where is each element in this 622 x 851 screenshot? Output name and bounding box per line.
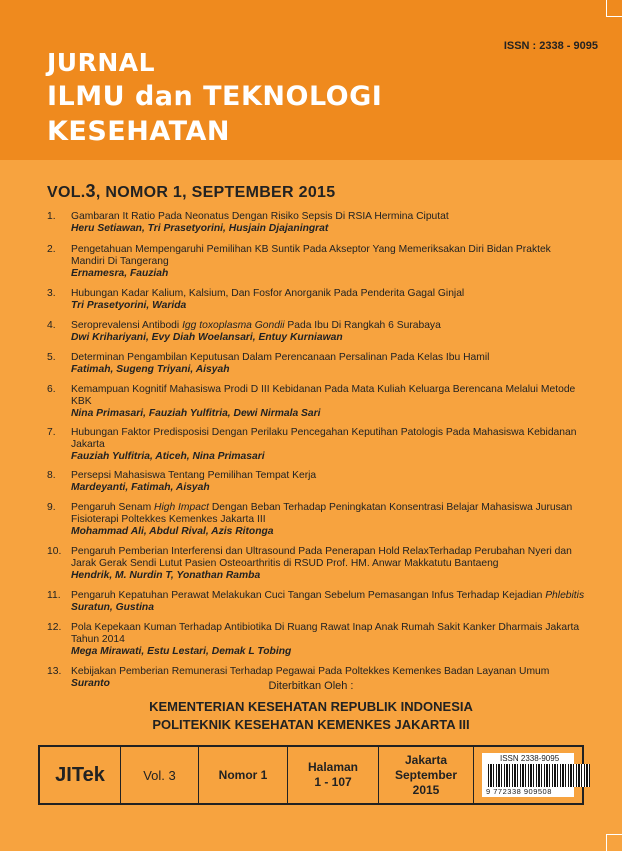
- publisher-ministry: KEMENTERIAN KESEHATAN REPUBLIK INDONESIA: [149, 699, 473, 714]
- article-title: Gambaran It Ratio Pada Neonatus Dengan Risiko Sepsis Di RSIA Hermina Ciputat: [71, 211, 449, 222]
- footer-barcode-cell: [474, 747, 582, 803]
- article-item[interactable]: [47, 502, 587, 538]
- article-title-part: Pengaruh Kepatuhan Perawat Melakukan Cuci Tangan Sebelum Pemasangan Infus Terhadap Kejadian: [71, 590, 546, 601]
- article-authors: Suratun, Gustina: [71, 602, 154, 613]
- article-authors: Ernamesra, Fauziah: [71, 268, 169, 279]
- footer-pages: [288, 747, 379, 803]
- crop-mark: [606, 16, 622, 17]
- footer-city: Jakarta: [404, 752, 448, 767]
- article-number: 5.: [47, 352, 56, 363]
- article-number: 1.: [47, 211, 56, 222]
- article-item[interactable]: [47, 427, 587, 463]
- footer-month: September: [394, 767, 458, 782]
- article-number: 13.: [47, 666, 62, 677]
- article-title: Determinan Pengambilan Keputusan Dalam Perencanaan Persalinan Pada Kelas Ibu Hamil: [71, 352, 490, 363]
- article-title-part: Dengan Beban Terhadap Peningkatan Konsentrasi Belajar Mahasiswa Jurusan Fisioterapi Poltekkes Kemenkes Jakarta III: [71, 502, 573, 525]
- article-number: 4.: [47, 320, 56, 331]
- article-title-italic: Igg toxoplasma Gondii: [182, 320, 285, 331]
- article-title: Persepsi Mahasiswa Tentang Pemilihan Tempat Kerja: [71, 470, 317, 481]
- article-title: Hubungan Kadar Kalium, Kalsium, Dan Fosfor Anorganik Pada Penderita Gagal Ginjal: [71, 288, 465, 299]
- article-item[interactable]: [47, 320, 587, 344]
- crop-mark: [606, 834, 622, 835]
- footer-pages-label: Halaman: [307, 760, 359, 774]
- article-title: Pola Kepekaan Kuman Terhadap Antibiotika Di Ruang Rawat Inap Anak Rumah Sakit Kanker Dharmais Jakarta Tahun 2014: [71, 622, 580, 645]
- journal-title-line-1: JURNAL: [47, 48, 156, 77]
- article-item[interactable]: [47, 546, 587, 582]
- barcode: [482, 753, 574, 797]
- volume-issue-date: , NOMOR 1, SEPTEMBER 2015: [95, 184, 336, 201]
- article-item[interactable]: [47, 384, 587, 420]
- journal-title-line-3: KESEHATAN: [47, 116, 230, 147]
- article-number: 10.: [47, 546, 62, 557]
- footer-info-bar: [38, 745, 584, 805]
- article-authors: Mega Mirawati, Estu Lestari, Demak L Tobing: [71, 646, 292, 657]
- article-title-italic: High Impact: [154, 502, 209, 513]
- footer-nomor: Nomor 1: [199, 747, 288, 803]
- article-authors: Fauziah Yulfitria, Aticeh, Nina Primasari: [71, 451, 265, 462]
- article-authors: Nina Primasari, Fauziah Yulfitria, Dewi Nirmala Sari: [71, 408, 321, 419]
- article-title: [71, 320, 587, 332]
- article-number: 8.: [47, 470, 56, 481]
- article-item[interactable]: [47, 470, 587, 494]
- article-item[interactable]: [47, 211, 587, 235]
- article-title-part: Pada Ibu Di Rangkah 6 Surabaya: [284, 320, 441, 331]
- article-authors: Tri Prasetyorini, Warida: [71, 300, 187, 311]
- journal-abbreviation: JITek: [40, 747, 121, 803]
- article-authors: Suranto: [71, 678, 110, 689]
- footer-year: 2015: [412, 782, 440, 797]
- footer-volume: [121, 747, 199, 803]
- article-item[interactable]: [47, 590, 587, 614]
- journal-title-line-2: ILMU dan TEKNOLOGI: [47, 81, 383, 112]
- article-title: Kebijakan Pemberian Remunerasi Terhadap Pegawai Pada Poltekkes Kemenkes Badan Layanan Umum: [71, 666, 550, 677]
- table-of-contents: [47, 211, 587, 690]
- article-number: 12.: [47, 622, 62, 633]
- article-authors: Fatimah, Sugeng Triyani, Aisyah: [71, 364, 230, 375]
- crop-mark: [606, 0, 607, 16]
- article-item[interactable]: [47, 244, 587, 280]
- article-title: Kemampuan Kognitif Mahasiswa Prodi D III Kebidanan Pada Mata Kuliah Keluarga Berencana Melalui Metode KBK: [71, 384, 576, 407]
- volume-heading: [47, 181, 335, 202]
- article-number: 9.: [47, 502, 56, 513]
- article-item[interactable]: [47, 622, 587, 658]
- article-number: 7.: [47, 427, 56, 438]
- article-authors: Mardeyanti, Fatimah, Aisyah: [71, 482, 210, 493]
- article-item[interactable]: [47, 352, 587, 376]
- footer-pages-range: 1 - 107: [314, 775, 352, 789]
- publisher-label: Diterbitkan Oleh :: [268, 680, 354, 692]
- barcode-issn: ISSN 2338-9095: [500, 754, 560, 763]
- publisher-polytechnic: POLITEKNIK KESEHATAN KEMENKES JAKARTA III: [152, 717, 470, 732]
- article-title-part: Pengaruh Senam: [71, 502, 155, 513]
- article-title: Pengaruh Pemberian Interferensi dan Ultrasound Pada Penerapan Hold RelaxTerhadap Perubahan Nyeri dan Jarak Gerak Sendi Lutut Pasien Osteoarthritis di RSUD Prof. HM. Anwar Makkatutu Bantaeng: [71, 546, 572, 569]
- volume-number: 3: [85, 181, 96, 201]
- article-title-part: Seroprevalensi Antibodi: [71, 320, 183, 331]
- article-authors: Dwi Krihariyani, Evy Diah Woelansari, Entuy Kurniawan: [71, 332, 343, 343]
- issn-label: ISSN : 2338 - 9095: [503, 40, 598, 52]
- article-number: 3.: [47, 288, 56, 299]
- barcode-number: 9 772338 909508: [486, 787, 552, 796]
- article-number: 6.: [47, 384, 56, 395]
- article-title: Hubungan Faktor Predisposisi Dengan Perilaku Pencegahan Keputihan Patologis Pada Mahasiswa Kebidanan Jakarta: [71, 427, 577, 450]
- volume-prefix: VOL.: [47, 184, 86, 201]
- article-title: [71, 590, 587, 602]
- barcode-icon: [488, 764, 590, 787]
- article-number: 11.: [47, 590, 61, 601]
- footer-volume-number: 3: [168, 767, 176, 783]
- article-title-italic: Phlebitis: [545, 590, 585, 601]
- article-title: [71, 502, 587, 526]
- article-authors: Mohammad Ali, Abdul Rival, Azis Ritonga: [71, 526, 274, 537]
- article-item[interactable]: [47, 288, 587, 312]
- article-number: 2.: [47, 244, 56, 255]
- footer-place-date: [379, 747, 474, 803]
- crop-mark: [606, 834, 607, 851]
- footer-volume-label: Vol.: [143, 767, 165, 783]
- article-title: Pengetahuan Mempengaruhi Pemilihan KB Suntik Pada Akseptor Yang Memeriksakan Diri Bidan Praktek Mandiri Di Tangerang: [71, 244, 551, 267]
- article-authors: Hendrik, M. Nurdin T, Yonathan Ramba: [71, 570, 261, 581]
- article-authors: Heru Setiawan, Tri Prasetyorini, Husjain Djajaningrat: [71, 223, 329, 234]
